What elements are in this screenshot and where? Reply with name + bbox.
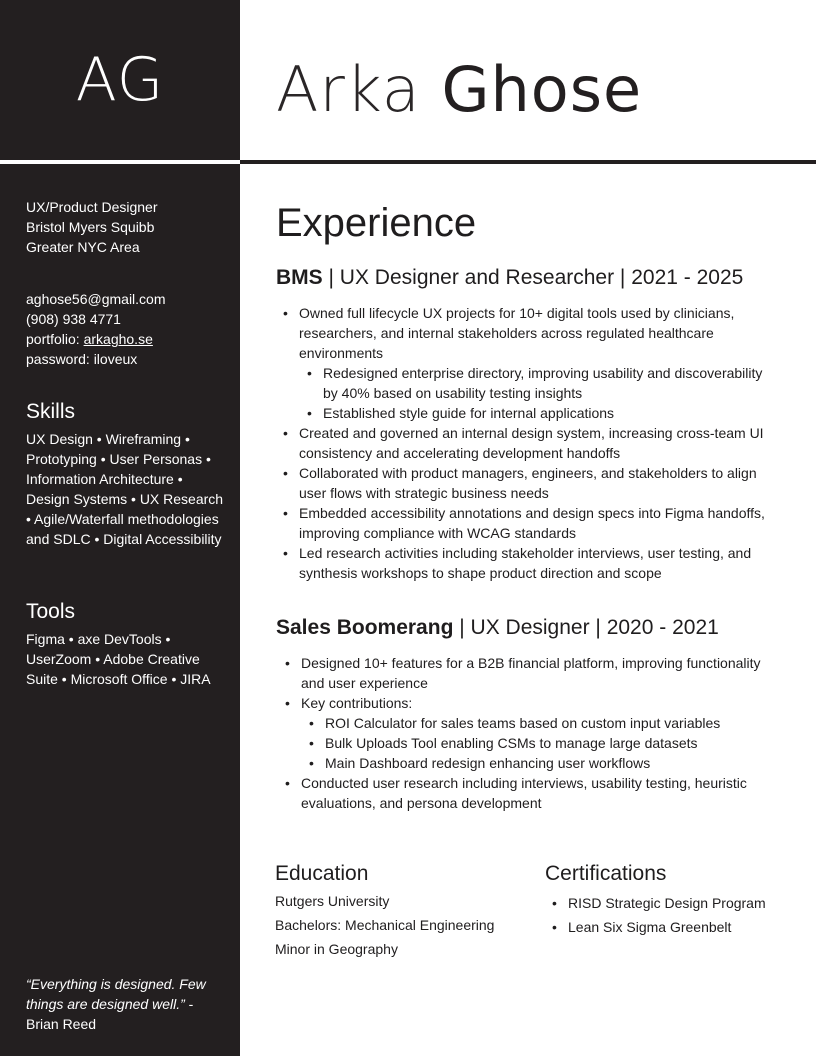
list-item: • Designed 10+ features for a B2B financial platform, improving functionality and user experience bbox=[279, 653, 779, 693]
email[interactable]: aghose56@gmail.com bbox=[26, 291, 166, 307]
list-item: • Key contributions: bbox=[279, 693, 779, 713]
list-item: • Created and governed an internal design system, increasing cross-team UI consistency and accelerating development handoffs bbox=[277, 423, 777, 463]
skills-text: UX Design • Wireframing • Prototyping • User Personas • Information Architecture • Design Systems • UX Research • Agile/Waterfall methodologies and SDLC • Digital Accessibility bbox=[26, 431, 224, 547]
list-item: • Owned full lifecycle UX projects for 10+ digital tools used by clinicians, researchers, and internal stakeholders across regulated healthcare environments bbox=[277, 303, 777, 363]
phone: (908) 938 4771 bbox=[26, 311, 121, 327]
sidebar bbox=[0, 0, 240, 1056]
password: password: iloveux bbox=[26, 351, 138, 367]
quote bbox=[26, 974, 226, 1034]
list-item: • Lean Six Sigma Greenbelt bbox=[546, 915, 806, 939]
list-item: • Led research activities including stakeholder interviews, user testing, and synthesis workshops to shape product direction and scope bbox=[277, 543, 777, 583]
list-item: • Main Dashboard redesign enhancing user workflows bbox=[279, 753, 779, 773]
contact-block bbox=[26, 289, 231, 369]
sidebar-divider bbox=[0, 160, 240, 164]
job-role-dates: | UX Designer and Researcher | 2021 - 2025 bbox=[322, 266, 744, 289]
list-item: • Embedded accessibility annotations and design specs into Figma handoffs, improving compliance with WCAG standards bbox=[277, 503, 777, 543]
portfolio-label: portfolio: bbox=[26, 331, 84, 347]
job-role: UX/Product Designer bbox=[26, 199, 158, 215]
header-rule bbox=[240, 160, 816, 164]
tools-heading: Tools bbox=[26, 600, 76, 623]
company-name: BMS bbox=[276, 266, 323, 289]
list-item: • Collaborated with product managers, engineers, and stakeholders to align user flows with strategic business needs bbox=[277, 463, 777, 503]
full-name bbox=[276, 52, 642, 128]
first-name: Arka bbox=[276, 53, 421, 126]
list-item: • Redesigned enterprise directory, improving usability and discoverability by 40% based on usability testing insights bbox=[277, 363, 777, 403]
education-degree: Bachelors: Mechanical Engineering bbox=[275, 917, 495, 933]
certifications-list bbox=[546, 891, 806, 939]
education-minor: Minor in Geography bbox=[275, 941, 398, 957]
job-title-bms bbox=[276, 265, 743, 291]
company-name: Sales Boomerang bbox=[276, 616, 454, 639]
certifications-heading: Certifications bbox=[545, 862, 667, 885]
role-block bbox=[26, 197, 231, 257]
list-item: • Established style guide for internal applications bbox=[277, 403, 777, 423]
education-heading: Education bbox=[275, 862, 369, 885]
last-name: Ghose bbox=[441, 53, 643, 126]
experience-heading: Experience bbox=[276, 201, 477, 245]
tools-text: Figma • axe DevTools • UserZoom • Adobe Creative Suite • Microsoft Office • JIRA bbox=[26, 631, 211, 687]
quote-text: “Everything is designed. Few things are designed well.” bbox=[26, 976, 206, 1012]
education-school: Rutgers University bbox=[275, 893, 390, 909]
list-item: • RISD Strategic Design Program bbox=[546, 891, 806, 915]
sales-boomerang-bullets bbox=[279, 653, 779, 813]
location: Greater NYC Area bbox=[26, 239, 140, 255]
bms-bullets bbox=[277, 303, 777, 583]
skills-heading: Skills bbox=[26, 400, 76, 423]
list-item: • Conducted user research including interviews, usability testing, heuristic evaluations, and persona development bbox=[279, 773, 779, 813]
monogram: AG bbox=[75, 45, 165, 115]
list-item: • ROI Calculator for sales teams based on custom input variables bbox=[279, 713, 779, 733]
list-item: • Bulk Uploads Tool enabling CSMs to manage large datasets bbox=[279, 733, 779, 753]
portfolio-link[interactable]: arkagho.se bbox=[83, 331, 153, 347]
job-role-dates: | UX Designer | 2020 - 2021 bbox=[453, 616, 719, 639]
job-title-sales-boomerang bbox=[276, 615, 719, 641]
portfolio-line bbox=[26, 329, 231, 349]
employer: Bristol Myers Squibb bbox=[26, 219, 155, 235]
quote-author: - Brian Reed bbox=[26, 996, 194, 1032]
